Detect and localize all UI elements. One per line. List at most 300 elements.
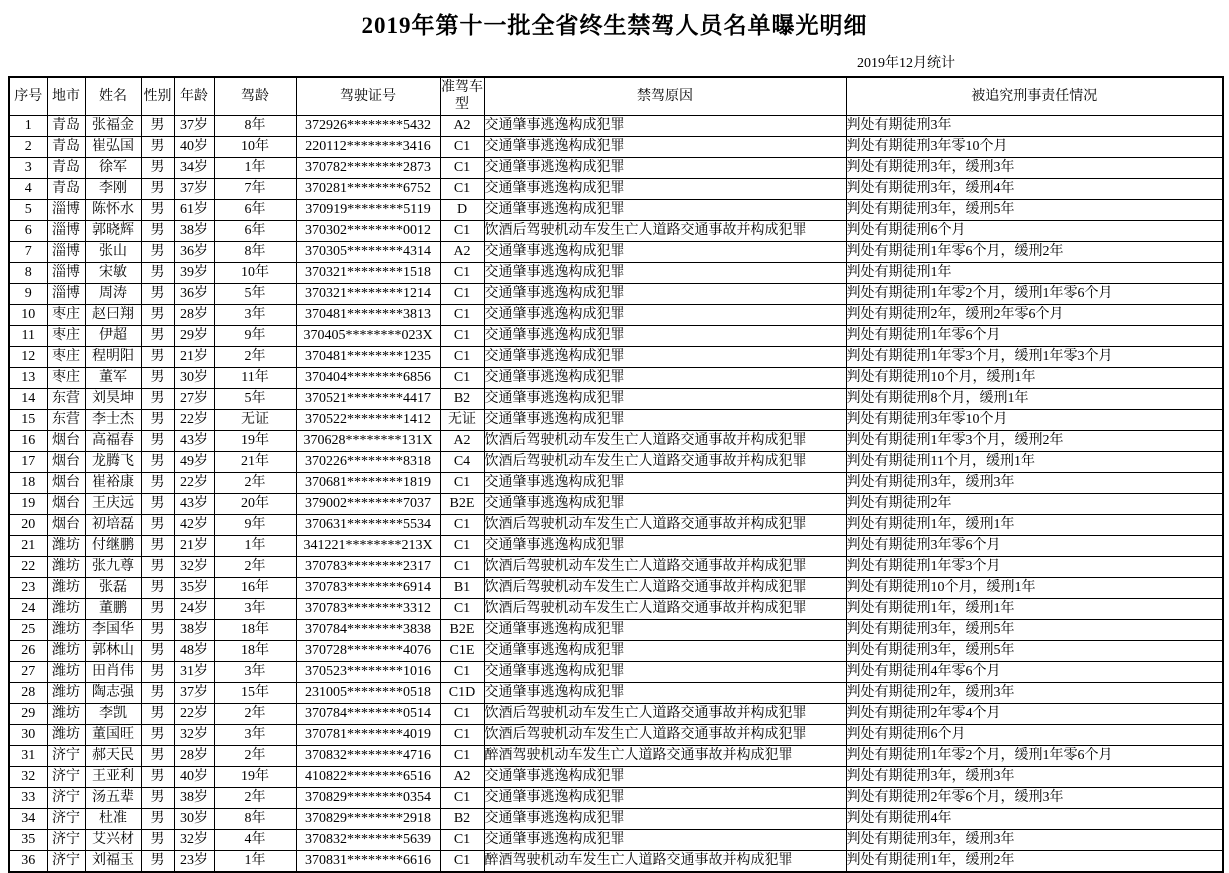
city-cell: 潍坊 [47, 640, 85, 661]
table-row [9, 598, 1223, 619]
license-class-cell: C1 [440, 829, 484, 850]
license-number-cell: 370405********023X [296, 325, 440, 346]
driving-years-cell: 2年 [214, 346, 296, 367]
gender-cell: 男 [141, 283, 174, 304]
city-cell: 枣庄 [47, 325, 85, 346]
license-class-cell: C1 [440, 136, 484, 157]
ban-reason-cell: 交通肇事逃逸构成犯罪 [484, 493, 846, 514]
ban-reason-cell: 醉酒驾驶机动车发生亡人道路交通事故并构成犯罪 [484, 850, 846, 872]
ban-reason-cell: 交通肇事逃逸构成犯罪 [484, 388, 846, 409]
license-class-cell: C1 [440, 325, 484, 346]
city-cell: 枣庄 [47, 367, 85, 388]
age-cell: 36岁 [174, 241, 214, 262]
gender-cell: 男 [141, 745, 174, 766]
table-row [9, 472, 1223, 493]
license-class-cell: C1 [440, 472, 484, 493]
column-header-city: 地市 [47, 77, 85, 115]
criminal-liability-cell: 判处有期徒刑2年零6个月，缓刑3年 [846, 787, 1223, 808]
driving-years-cell: 3年 [214, 598, 296, 619]
criminal-liability-cell: 判处有期徒刑3年，缓刑3年 [846, 157, 1223, 178]
license-class-cell: A2 [440, 766, 484, 787]
table-row [9, 640, 1223, 661]
criminal-liability-cell: 判处有期徒刑3年零6个月 [846, 535, 1223, 556]
name-cell: 周涛 [85, 283, 141, 304]
table-row [9, 661, 1223, 682]
name-cell: 杜准 [85, 808, 141, 829]
criminal-liability-cell: 判处有期徒刑4年 [846, 808, 1223, 829]
name-cell: 王亚利 [85, 766, 141, 787]
gender-cell: 男 [141, 640, 174, 661]
gender-cell: 男 [141, 346, 174, 367]
ban-reason-cell: 饮酒后驾驶机动车发生亡人道路交通事故并构成犯罪 [484, 220, 846, 241]
gender-cell: 男 [141, 766, 174, 787]
name-cell: 李凯 [85, 703, 141, 724]
index-cell: 34 [9, 808, 47, 829]
name-cell: 初培磊 [85, 514, 141, 535]
index-cell: 18 [9, 472, 47, 493]
criminal-liability-cell: 判处有期徒刑1年零3个月，缓刑1年零3个月 [846, 346, 1223, 367]
index-cell: 6 [9, 220, 47, 241]
name-cell: 李国华 [85, 619, 141, 640]
table-row [9, 535, 1223, 556]
driving-years-cell: 15年 [214, 682, 296, 703]
gender-cell: 男 [141, 430, 174, 451]
table-row [9, 724, 1223, 745]
age-cell: 39岁 [174, 262, 214, 283]
gender-cell: 男 [141, 178, 174, 199]
license-number-cell: 231005********0518 [296, 682, 440, 703]
age-cell: 40岁 [174, 766, 214, 787]
driving-years-cell: 20年 [214, 493, 296, 514]
table-row [9, 346, 1223, 367]
stats-date-label: 2019年12月统计 [857, 56, 955, 71]
name-cell: 郭晓辉 [85, 220, 141, 241]
gender-cell: 男 [141, 703, 174, 724]
license-class-cell: A2 [440, 241, 484, 262]
table-row [9, 493, 1223, 514]
gender-cell: 男 [141, 808, 174, 829]
age-cell: 32岁 [174, 829, 214, 850]
age-cell: 22岁 [174, 472, 214, 493]
gender-cell: 男 [141, 388, 174, 409]
banned-drivers-table [8, 76, 1224, 873]
city-cell: 潍坊 [47, 598, 85, 619]
table-row [9, 409, 1223, 430]
driving-years-cell: 2年 [214, 556, 296, 577]
city-cell: 枣庄 [47, 304, 85, 325]
ban-reason-cell: 饮酒后驾驶机动车发生亡人道路交通事故并构成犯罪 [484, 598, 846, 619]
table-row [9, 808, 1223, 829]
ban-reason-cell: 交通肇事逃逸构成犯罪 [484, 157, 846, 178]
license-class-cell: C4 [440, 451, 484, 472]
gender-cell: 男 [141, 367, 174, 388]
table-row [9, 745, 1223, 766]
age-cell: 22岁 [174, 409, 214, 430]
gender-cell: 男 [141, 493, 174, 514]
index-cell: 28 [9, 682, 47, 703]
name-cell: 徐军 [85, 157, 141, 178]
ban-reason-cell: 交通肇事逃逸构成犯罪 [484, 619, 846, 640]
age-cell: 43岁 [174, 493, 214, 514]
license-class-cell: C1E [440, 640, 484, 661]
driving-years-cell: 5年 [214, 388, 296, 409]
table-row [9, 304, 1223, 325]
column-header-age: 年龄 [174, 77, 214, 115]
ban-reason-cell: 交通肇事逃逸构成犯罪 [484, 808, 846, 829]
name-cell: 汤五辈 [85, 787, 141, 808]
name-cell: 董国旺 [85, 724, 141, 745]
driving-years-cell: 2年 [214, 703, 296, 724]
city-cell: 淄博 [47, 241, 85, 262]
city-cell: 济宁 [47, 787, 85, 808]
name-cell: 李刚 [85, 178, 141, 199]
criminal-liability-cell: 判处有期徒刑1年零6个月，缓刑2年 [846, 241, 1223, 262]
license-number-cell: 220112********3416 [296, 136, 440, 157]
license-class-cell: C1 [440, 703, 484, 724]
name-cell: 张磊 [85, 577, 141, 598]
name-cell: 程明阳 [85, 346, 141, 367]
license-number-cell: 370781********4019 [296, 724, 440, 745]
license-number-cell: 370728********4076 [296, 640, 440, 661]
license-number-cell: 370782********2873 [296, 157, 440, 178]
gender-cell: 男 [141, 619, 174, 640]
driving-years-cell: 18年 [214, 619, 296, 640]
criminal-liability-cell: 判处有期徒刑10个月，缓刑1年 [846, 367, 1223, 388]
name-cell: 张福金 [85, 115, 141, 136]
license-number-cell: 370832********4716 [296, 745, 440, 766]
driving-years-cell: 19年 [214, 430, 296, 451]
age-cell: 32岁 [174, 724, 214, 745]
index-cell: 22 [9, 556, 47, 577]
criminal-liability-cell: 判处有期徒刑11个月，缓刑1年 [846, 451, 1223, 472]
driving-years-cell: 10年 [214, 136, 296, 157]
city-cell: 潍坊 [47, 703, 85, 724]
age-cell: 42岁 [174, 514, 214, 535]
license-number-cell: 370783********2317 [296, 556, 440, 577]
name-cell: 郭林山 [85, 640, 141, 661]
index-cell: 33 [9, 787, 47, 808]
ban-reason-cell: 饮酒后驾驶机动车发生亡人道路交通事故并构成犯罪 [484, 577, 846, 598]
license-class-cell: C1 [440, 178, 484, 199]
index-cell: 4 [9, 178, 47, 199]
license-number-cell: 370321********1518 [296, 262, 440, 283]
ban-reason-cell: 交通肇事逃逸构成犯罪 [484, 115, 846, 136]
index-cell: 23 [9, 577, 47, 598]
license-class-cell: C1 [440, 304, 484, 325]
index-cell: 14 [9, 388, 47, 409]
column-header-license-number: 驾驶证号 [296, 77, 440, 115]
license-number-cell: 370523********1016 [296, 661, 440, 682]
age-cell: 24岁 [174, 598, 214, 619]
ban-reason-cell: 交通肇事逃逸构成犯罪 [484, 262, 846, 283]
driving-years-cell: 2年 [214, 787, 296, 808]
driving-years-cell: 3年 [214, 661, 296, 682]
age-cell: 21岁 [174, 535, 214, 556]
license-number-cell: 370919********5119 [296, 199, 440, 220]
criminal-liability-cell: 判处有期徒刑6个月 [846, 220, 1223, 241]
gender-cell: 男 [141, 829, 174, 850]
license-class-cell: C1 [440, 220, 484, 241]
name-cell: 崔裕康 [85, 472, 141, 493]
age-cell: 48岁 [174, 640, 214, 661]
driving-years-cell: 10年 [214, 262, 296, 283]
column-header-gender: 性别 [141, 77, 174, 115]
age-cell: 49岁 [174, 451, 214, 472]
ban-reason-cell: 交通肇事逃逸构成犯罪 [484, 409, 846, 430]
driving-years-cell: 19年 [214, 766, 296, 787]
index-cell: 1 [9, 115, 47, 136]
criminal-liability-cell: 判处有期徒刑2年 [846, 493, 1223, 514]
city-cell: 济宁 [47, 766, 85, 787]
table-row [9, 325, 1223, 346]
license-class-cell: C1D [440, 682, 484, 703]
index-cell: 19 [9, 493, 47, 514]
driving-years-cell: 9年 [214, 325, 296, 346]
table-row [9, 850, 1223, 872]
license-number-cell: 370281********6752 [296, 178, 440, 199]
license-class-cell: A2 [440, 430, 484, 451]
city-cell: 潍坊 [47, 682, 85, 703]
gender-cell: 男 [141, 262, 174, 283]
name-cell: 高福春 [85, 430, 141, 451]
ban-reason-cell: 交通肇事逃逸构成犯罪 [484, 829, 846, 850]
gender-cell: 男 [141, 577, 174, 598]
table-row [9, 241, 1223, 262]
name-cell: 龙腾飞 [85, 451, 141, 472]
name-cell: 田肖伟 [85, 661, 141, 682]
table-row [9, 430, 1223, 451]
driving-years-cell: 16年 [214, 577, 296, 598]
driving-years-cell: 6年 [214, 199, 296, 220]
driving-years-cell: 3年 [214, 724, 296, 745]
age-cell: 32岁 [174, 556, 214, 577]
ban-reason-cell: 交通肇事逃逸构成犯罪 [484, 535, 846, 556]
license-class-cell: C1 [440, 262, 484, 283]
criminal-liability-cell: 判处有期徒刑3年，缓刑3年 [846, 829, 1223, 850]
index-cell: 10 [9, 304, 47, 325]
page-title: 2019年第十一批全省终生禁驾人员名单曝光明细 [361, 13, 868, 38]
ban-reason-cell: 交通肇事逃逸构成犯罪 [484, 199, 846, 220]
license-class-cell: C1 [440, 598, 484, 619]
table-row [9, 220, 1223, 241]
name-cell: 王庆远 [85, 493, 141, 514]
index-cell: 13 [9, 367, 47, 388]
driving-years-cell: 1年 [214, 157, 296, 178]
table-row [9, 388, 1223, 409]
criminal-liability-cell: 判处有期徒刑3年零10个月 [846, 136, 1223, 157]
index-cell: 9 [9, 283, 47, 304]
index-cell: 29 [9, 703, 47, 724]
license-class-cell: B2E [440, 619, 484, 640]
ban-reason-cell: 饮酒后驾驶机动车发生亡人道路交通事故并构成犯罪 [484, 556, 846, 577]
age-cell: 28岁 [174, 304, 214, 325]
criminal-liability-cell: 判处有期徒刑1年，缓刑2年 [846, 850, 1223, 872]
ban-reason-cell: 交通肇事逃逸构成犯罪 [484, 283, 846, 304]
gender-cell: 男 [141, 682, 174, 703]
name-cell: 付继鹏 [85, 535, 141, 556]
gender-cell: 男 [141, 472, 174, 493]
index-cell: 8 [9, 262, 47, 283]
criminal-liability-cell: 判处有期徒刑2年，缓刑2年零6个月 [846, 304, 1223, 325]
city-cell: 烟台 [47, 451, 85, 472]
age-cell: 38岁 [174, 787, 214, 808]
age-cell: 23岁 [174, 850, 214, 872]
license-number-cell: 341221********213X [296, 535, 440, 556]
criminal-liability-cell: 判处有期徒刑2年零4个月 [846, 703, 1223, 724]
license-class-cell: C1 [440, 787, 484, 808]
criminal-liability-cell: 判处有期徒刑3年，缓刑5年 [846, 199, 1223, 220]
ban-reason-cell: 交通肇事逃逸构成犯罪 [484, 640, 846, 661]
age-cell: 37岁 [174, 682, 214, 703]
license-class-cell: B2 [440, 388, 484, 409]
index-cell: 24 [9, 598, 47, 619]
ban-reason-cell: 交通肇事逃逸构成犯罪 [484, 766, 846, 787]
index-cell: 17 [9, 451, 47, 472]
city-cell: 济宁 [47, 745, 85, 766]
city-cell: 枣庄 [47, 346, 85, 367]
gender-cell: 男 [141, 199, 174, 220]
criminal-liability-cell: 判处有期徒刑1年零2个月，缓刑1年零6个月 [846, 745, 1223, 766]
index-cell: 7 [9, 241, 47, 262]
ban-reason-cell: 交通肇事逃逸构成犯罪 [484, 304, 846, 325]
city-cell: 东营 [47, 409, 85, 430]
age-cell: 35岁 [174, 577, 214, 598]
city-cell: 济宁 [47, 808, 85, 829]
city-cell: 潍坊 [47, 661, 85, 682]
driving-years-cell: 6年 [214, 220, 296, 241]
age-cell: 34岁 [174, 157, 214, 178]
table-header-row [9, 77, 1223, 115]
criminal-liability-cell: 判处有期徒刑1年 [846, 262, 1223, 283]
name-cell: 崔弘国 [85, 136, 141, 157]
driving-years-cell: 8年 [214, 115, 296, 136]
table-row [9, 283, 1223, 304]
criminal-liability-cell: 判处有期徒刑4年零6个月 [846, 661, 1223, 682]
gender-cell: 男 [141, 451, 174, 472]
driving-years-cell: 1年 [214, 850, 296, 872]
column-header-ban-reason: 禁驾原因 [484, 77, 846, 115]
gender-cell: 男 [141, 535, 174, 556]
column-header-criminal-liability: 被追究刑事责任情况 [846, 77, 1223, 115]
age-cell: 40岁 [174, 136, 214, 157]
driving-years-cell: 2年 [214, 745, 296, 766]
city-cell: 青岛 [47, 157, 85, 178]
driving-years-cell: 4年 [214, 829, 296, 850]
criminal-liability-cell: 判处有期徒刑3年，缓刑5年 [846, 619, 1223, 640]
license-class-cell: A2 [440, 115, 484, 136]
gender-cell: 男 [141, 325, 174, 346]
index-cell: 12 [9, 346, 47, 367]
ban-reason-cell: 交通肇事逃逸构成犯罪 [484, 178, 846, 199]
table-row [9, 556, 1223, 577]
criminal-liability-cell: 判处有期徒刑8个月，缓刑1年 [846, 388, 1223, 409]
license-number-cell: 370481********3813 [296, 304, 440, 325]
license-number-cell: 379002********7037 [296, 493, 440, 514]
license-number-cell: 370226********8318 [296, 451, 440, 472]
table-row [9, 157, 1223, 178]
gender-cell: 男 [141, 556, 174, 577]
criminal-liability-cell: 判处有期徒刑3年 [846, 115, 1223, 136]
gender-cell: 男 [141, 241, 174, 262]
gender-cell: 男 [141, 850, 174, 872]
city-cell: 潍坊 [47, 556, 85, 577]
license-class-cell: B2E [440, 493, 484, 514]
criminal-liability-cell: 判处有期徒刑2年，缓刑3年 [846, 682, 1223, 703]
city-cell: 淄博 [47, 199, 85, 220]
license-class-cell: C1 [440, 661, 484, 682]
ban-reason-cell: 交通肇事逃逸构成犯罪 [484, 325, 846, 346]
license-class-cell: C1 [440, 367, 484, 388]
index-cell: 3 [9, 157, 47, 178]
index-cell: 27 [9, 661, 47, 682]
name-cell: 赵曰翔 [85, 304, 141, 325]
city-cell: 青岛 [47, 115, 85, 136]
age-cell: 37岁 [174, 178, 214, 199]
table-row [9, 199, 1223, 220]
city-cell: 青岛 [47, 136, 85, 157]
city-cell: 淄博 [47, 220, 85, 241]
city-cell: 东营 [47, 388, 85, 409]
name-cell: 艾兴材 [85, 829, 141, 850]
ban-reason-cell: 饮酒后驾驶机动车发生亡人道路交通事故并构成犯罪 [484, 430, 846, 451]
license-class-cell: D [440, 199, 484, 220]
license-number-cell: 370631********5534 [296, 514, 440, 535]
criminal-liability-cell: 判处有期徒刑3年，缓刑4年 [846, 178, 1223, 199]
city-cell: 烟台 [47, 493, 85, 514]
driving-years-cell: 无证 [214, 409, 296, 430]
gender-cell: 男 [141, 787, 174, 808]
license-number-cell: 370831********6616 [296, 850, 440, 872]
license-number-cell: 370522********1412 [296, 409, 440, 430]
ban-reason-cell: 饮酒后驾驶机动车发生亡人道路交通事故并构成犯罪 [484, 703, 846, 724]
criminal-liability-cell: 判处有期徒刑3年零10个月 [846, 409, 1223, 430]
index-cell: 31 [9, 745, 47, 766]
ban-reason-cell: 交通肇事逃逸构成犯罪 [484, 682, 846, 703]
index-cell: 36 [9, 850, 47, 872]
age-cell: 31岁 [174, 661, 214, 682]
table-row [9, 577, 1223, 598]
license-class-cell: C1 [440, 157, 484, 178]
license-class-cell: B1 [440, 577, 484, 598]
gender-cell: 男 [141, 157, 174, 178]
license-number-cell: 410822********6516 [296, 766, 440, 787]
name-cell: 张山 [85, 241, 141, 262]
table-row [9, 829, 1223, 850]
criminal-liability-cell: 判处有期徒刑10个月，缓刑1年 [846, 577, 1223, 598]
license-number-cell: 370681********1819 [296, 472, 440, 493]
criminal-liability-cell: 判处有期徒刑3年，缓刑5年 [846, 640, 1223, 661]
name-cell: 董军 [85, 367, 141, 388]
gender-cell: 男 [141, 598, 174, 619]
criminal-liability-cell: 判处有期徒刑1年，缓刑1年 [846, 514, 1223, 535]
criminal-liability-cell: 判处有期徒刑1年，缓刑1年 [846, 598, 1223, 619]
license-number-cell: 370305********4314 [296, 241, 440, 262]
ban-reason-cell: 交通肇事逃逸构成犯罪 [484, 136, 846, 157]
city-cell: 淄博 [47, 262, 85, 283]
license-class-cell: C1 [440, 556, 484, 577]
age-cell: 22岁 [174, 703, 214, 724]
age-cell: 38岁 [174, 220, 214, 241]
license-number-cell: 372926********5432 [296, 115, 440, 136]
license-class-cell: C1 [440, 346, 484, 367]
gender-cell: 男 [141, 220, 174, 241]
ban-reason-cell: 交通肇事逃逸构成犯罪 [484, 367, 846, 388]
city-cell: 潍坊 [47, 619, 85, 640]
ban-reason-cell: 交通肇事逃逸构成犯罪 [484, 787, 846, 808]
license-class-cell: 无证 [440, 409, 484, 430]
license-class-cell: C1 [440, 535, 484, 556]
gender-cell: 男 [141, 724, 174, 745]
